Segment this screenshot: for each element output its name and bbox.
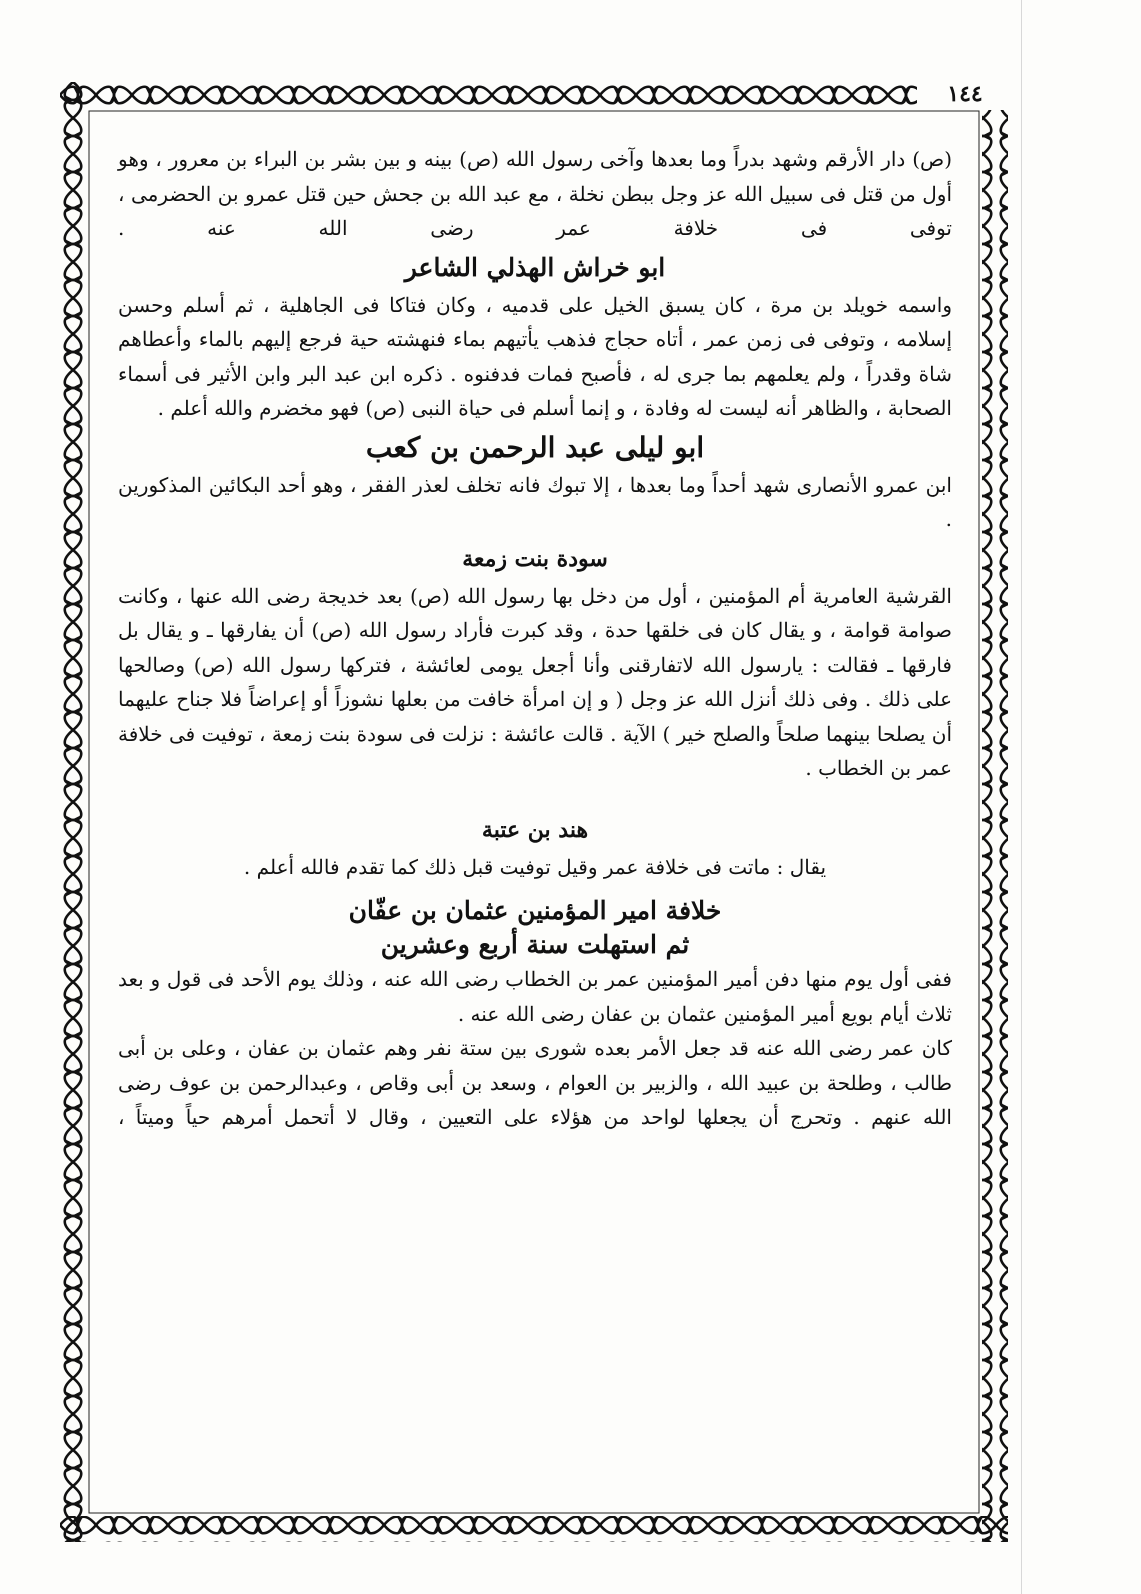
section-heading: سودة بنت زمعة — [462, 545, 608, 572]
section-heading: ابو ليلى عبد الرحمن بن كعب — [365, 430, 705, 464]
page-number: ١٤٤ — [917, 78, 1013, 110]
paragraph: (ص) دار الأرقم وشهد بدراً وما بعدها وآخى رسول الله (ص) بينه و بين بشر بن البراء بن معرور ، وهو أول من قتل فى سبيل الله عز وجل ببطن نخلة ، مع عبد الله بن جحش حين قتل عمرو بن الحضرمى ، توفى فى خلافة عمر رضى الله عنه . — [118, 147, 952, 240]
chapter-subheading: ثم استهلت سنة أربع وعشرين — [380, 930, 690, 959]
paragraph: ففى أول يوم منها دفن أمير المؤمنين عمر بن الخطاب رضى الله عنه ، وذلك يوم الأحد فى قول و بعد ثلاث أيام بويع أمير المؤمنين عثمان بن عفان رضى الله عنه . — [118, 967, 952, 1026]
paragraph: ابن عمرو الأنصارى شهد أحداً وما بعدها ، إلا تبوك فانه تخلف لعذر الفقر ، وهو أحد البكائين المذكورين . — [118, 472, 952, 531]
paragraph: يقال : ماتت فى خلافة عمر وقيل توفيت قبل ذلك كما تقدم فالله أعلم . — [243, 854, 827, 879]
paragraph: كان عمر رضى الله عنه قد جعل الأمر بعده شورى بين ستة نفر وهم عثمان بن عفان ، وعلى بن أبى طالب ، وطلحة بن عبيد الله ، والزبير بن العوام ، وسعد بن أبى وقاص ، وعبدالرحمن بن عوف رضى الله عنهم . وتحرج أن يجعلها لواحد من هؤلاء على التعيين ، وقال لا أتحمل أمرهم حياً وميتاً ، — [118, 1036, 952, 1129]
paragraph: القرشية العامرية أم المؤمنين ، أول من دخل بها رسول الله (ص) بعد خديجة رضى الله عنها ، وكانت صوامة قوامة ، و يقال كان فى خلقها حدة ، وقد كبرت فأراد رسول الله (ص) أن يفارقها ـ و يقال بل فارقها ـ فقالت : يارسول الله لاتفارقنى وأنا أجعل يومى لعائشة ، فتركها رسول الله (ص) وصالحها على ذلك . وفى ذلك أنزل الله عز وجل ( و إن امرأة خافت من بعلها نشوزاً أو إعراضاً فلا جناح عليهما أن يصلحا بينهما صلحاً والصلح خير ) الآية . قالت عائشة : نزلت فى سودة بنت زمعة ، توفيت فى خلافة عمر بن الخطاب . — [118, 583, 952, 780]
section-heading: هند بن عتبة — [481, 816, 589, 843]
section-heading: ابو خراش الهذلي الشاعر — [404, 252, 666, 282]
paragraph: واسمه خويلد بن مرة ، كان يسبق الخيل على قدميه ، وكان فتاكا فى الجاهلية ، ثم أسلم وحسن إسلامه ، وتوفى فى زمن عمر ، أتاه حجاج فذهب يأتيهم بماء فنهشته حية فرجع إليهم بالماء وأعطاهم شاة وقدراً ، ولم يعلمهم بما جرى له ، فأصبح فمات فدفنوه . ذكره ابن عبد البر وابن الأثير فى أسماء الصحابة ، والظاهر أنه ليست له وفادة ، و إنما أسلم فى حياة النبى (ص) فهو مخضرم والله أعلم . — [118, 292, 952, 420]
page-edge-rule — [1021, 0, 1022, 1594]
page-body — [118, 142, 952, 1135]
chapter-heading: خلافة امير المؤمنين عثمان بن عفّان — [348, 896, 722, 925]
